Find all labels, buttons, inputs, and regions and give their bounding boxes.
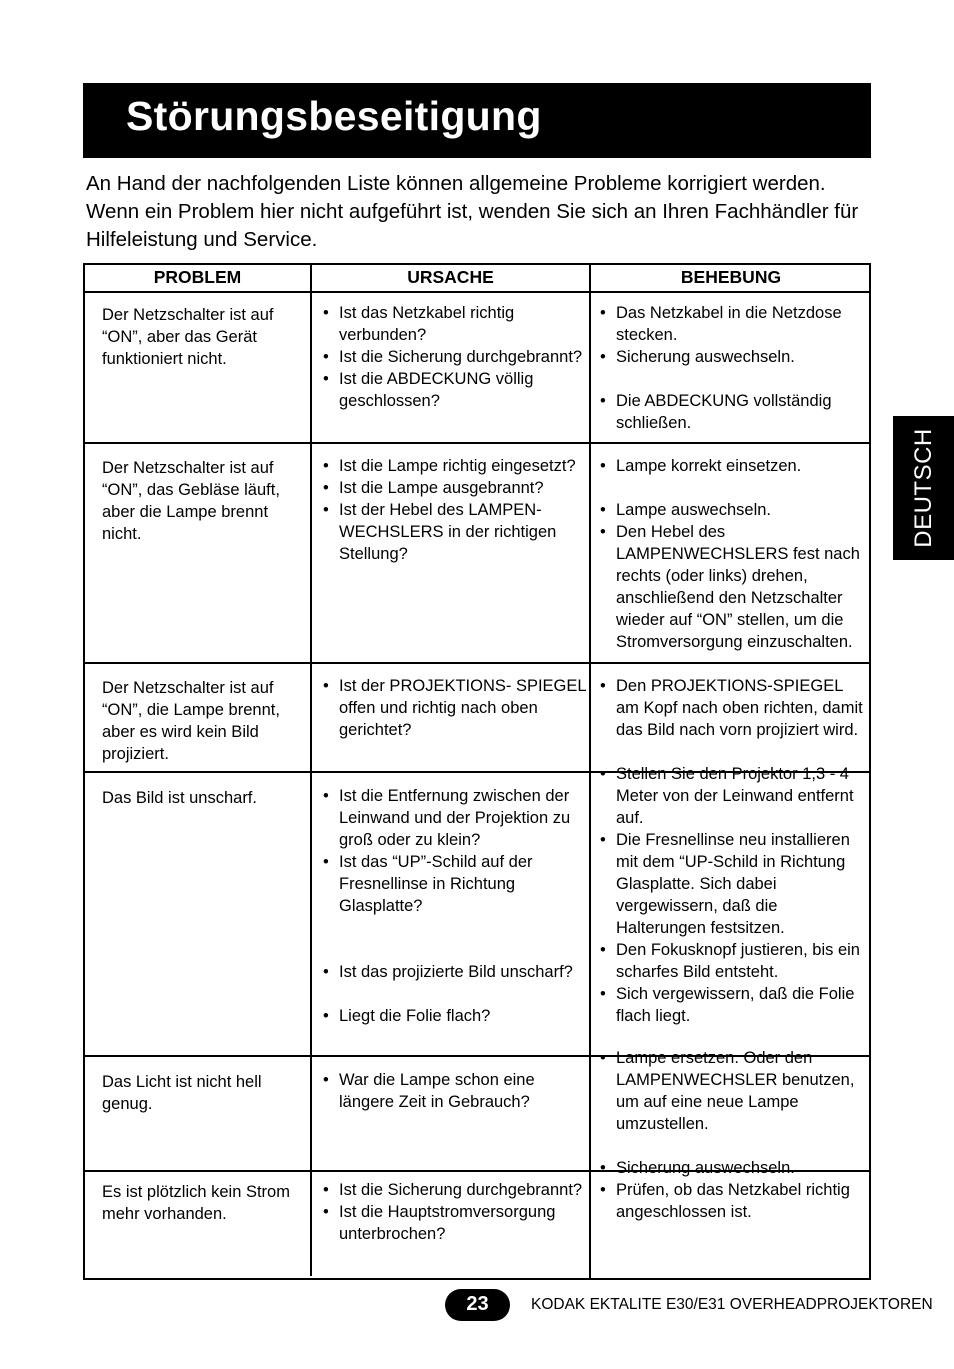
remedy-item: • Sicherung auswechseln. <box>595 346 865 368</box>
problem-cell: Der Netzschalter ist auf “ON”, aber das Gerät funktioniert nicht. <box>102 306 274 368</box>
problem-cell: Der Netzschalter ist auf “ON”, die Lampe brennt, aber es wird kein Bild projiziert. <box>102 679 280 763</box>
cause-cell <box>318 1179 590 1245</box>
problem-cell: Das Bild ist unscharf. <box>102 789 257 807</box>
remedy-item: • Die ABDECKUNG vollständig schließen. <box>595 390 865 434</box>
cause-cell <box>318 1069 590 1113</box>
cause-item: • Ist der PROJEKTIONS- SPIEGEL offen und richtig nach oben gerichtet? <box>318 675 590 741</box>
remedy-item: • Sich vergewissern, daß die Folie flach liegt. <box>595 983 865 1027</box>
cause-item: • Ist das projizierte Bild unscharf? <box>318 961 590 983</box>
remedy-item: • Lampe korrekt einsetzen. <box>595 455 865 477</box>
language-tab <box>893 416 954 560</box>
remedy-item: • Lampe ersetzen. Oder den LAMPENWECHSLER benutzen, um auf eine neue Lampe umzustellen. <box>595 1047 865 1135</box>
problem-cell: Das Licht ist nicht hell genug. <box>102 1073 262 1113</box>
cause-item: • Ist der Hebel des LAMPEN-WECHSLERS in der richtigen Stellung? <box>318 499 590 565</box>
header-problem: PROBLEM <box>153 267 242 287</box>
title-bar <box>83 83 871 158</box>
header-divider <box>85 291 869 293</box>
cause-item: • Ist die Entfernung zwischen der Leinwand und der Projektion zu groß oder zu klein? <box>318 785 590 851</box>
cause-item: • Ist das Netzkabel richtig verbunden? <box>318 302 590 346</box>
cause-item: • Ist die Lampe richtig eingesetzt? <box>318 455 590 477</box>
cause-item: • Ist das “UP”-Schild auf der Fresnellinse in Richtung Glasplatte? <box>318 851 590 917</box>
footer-product-name: KODAK EKTALITE E30/E31 OVERHEADPROJEKTOREN <box>531 1296 933 1313</box>
cause-item: • Ist die Lampe ausgebrannt? <box>318 477 590 499</box>
remedy-cell <box>595 455 865 653</box>
cause-cell <box>318 675 590 741</box>
page-title: Störungsbeseitigung <box>126 93 542 139</box>
remedy-item: • Prüfen, ob das Netzkabel richtig angeschlossen ist. <box>595 1179 865 1223</box>
troubleshooting-table <box>83 263 871 1280</box>
problem-cell: Der Netzschalter ist auf “ON”, das Gebläse läuft, aber die Lampe brennt nicht. <box>102 459 280 543</box>
cause-item: • Ist die Sicherung durchgebrannt? <box>318 1179 590 1201</box>
cause-cell <box>318 302 590 412</box>
cause-item: • Ist die Hauptstromversorgung unterbrochen? <box>318 1201 590 1245</box>
remedy-item: • Den PROJEKTIONS-SPIEGEL am Kopf nach oben richten, damit das Bild nach vorn projiziert wird. <box>595 675 865 741</box>
intro-text: An Hand der nachfolgenden Liste können allgemeine Probleme korrigiert werden. Wenn ein Problem hier nicht aufgeführt ist, wenden Sie sich an Ihren Fachhändler für Hilfeleistung und Service. <box>86 172 859 251</box>
remedy-cell <box>595 1047 865 1179</box>
remedy-cell <box>595 763 865 1027</box>
header-behebung: BEHEBUNG <box>680 267 782 287</box>
row-divider <box>85 662 869 664</box>
cause-cell <box>318 455 590 565</box>
remedy-item: • Die Fresnellinse neu installieren mit dem “UP-Schild in Richtung Glasplatte. Sich dabei vergewissern, daß die Halterungen festsitzen. <box>595 829 865 939</box>
cause-cell <box>318 785 590 1027</box>
header-ursache: URSACHE <box>407 267 494 287</box>
problem-cell: Es ist plötzlich kein Strom mehr vorhanden. <box>102 1183 290 1223</box>
cause-item: • Liegt die Folie flach? <box>318 1005 590 1027</box>
language-tab-label: DEUTSCH <box>909 428 937 548</box>
remedy-item: • Sicherung auswechseln. <box>595 1157 865 1179</box>
remedy-item: • Das Netzkabel in die Netzdose stecken. <box>595 302 865 346</box>
cause-item: • Ist die Sicherung durchgebrannt? <box>318 346 590 368</box>
remedy-item: • Stellen Sie den Projektor 1,3 - 4 Meter von der Leinwand entfernt auf. <box>595 763 865 829</box>
row-divider <box>85 442 869 444</box>
page-number-badge <box>445 1289 510 1321</box>
remedy-cell <box>595 675 865 741</box>
remedy-cell <box>595 1179 865 1223</box>
remedy-item: • Lampe auswechseln. <box>595 499 865 521</box>
page-number: 23 <box>466 1293 489 1315</box>
remedy-item: • Den Hebel des LAMPENWECHSLERS fest nach rechts (oder links) drehen, anschließend den Netzschalter wieder auf “ON” stellen, um die Stromversorgung einzuschalten. <box>595 521 865 653</box>
cause-item: • War die Lampe schon eine längere Zeit in Gebrauch? <box>318 1069 590 1113</box>
remedy-cell <box>595 302 865 434</box>
cause-item: • Ist die ABDECKUNG völlig geschlossen? <box>318 368 590 412</box>
remedy-item: • Den Fokusknopf justieren, bis ein scharfes Bild entsteht. <box>595 939 865 983</box>
